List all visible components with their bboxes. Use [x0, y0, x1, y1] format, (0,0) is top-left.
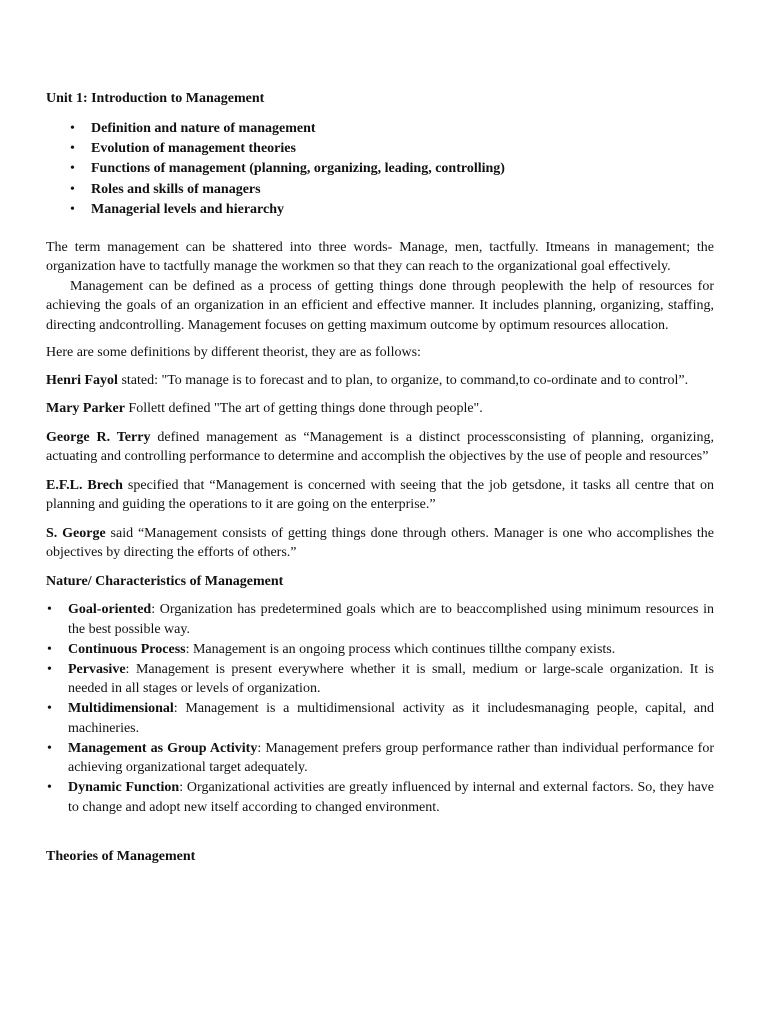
characteristic-term: Goal-oriented — [68, 602, 152, 618]
characteristic-term: Management as Group Activity — [68, 740, 258, 756]
definition-george — [46, 524, 714, 563]
theorist-name: Mary Parker — [46, 401, 125, 417]
characteristic-item — [68, 600, 714, 639]
definition-text: Follett defined "The art of getting things done through people". — [124, 401, 483, 417]
theorist-name: E.F.L. Brech — [46, 477, 123, 493]
definition-text: said “Management consists of getting things done through others. Manager is one who accomplishes the objectives by directing the efforts of others.” — [46, 525, 714, 561]
definition-text: defined management as “Management is a distinct processconsisting of planning, organizing, actuating and controlling performance to determine and accomplish the objectives by the use of people and resources” — [46, 429, 714, 465]
characteristic-item — [68, 660, 714, 699]
theorist-name: George R. Terry — [46, 429, 151, 445]
characteristic-text: : Management prefers group performance rather than individual performance for achieving organizational target adequately. — [68, 740, 714, 776]
definitions-intro: Here are some definitions by different theorist, they are as follows: — [46, 345, 421, 361]
nature-heading: Nature/ Characteristics of Management — [46, 573, 284, 589]
topic-list — [46, 119, 714, 221]
definition-fayol — [46, 371, 714, 391]
characteristic-text: : Management is a multidimensional activity as it includesmanaging people, capital, and machineries. — [68, 701, 714, 736]
unit-title: Unit 1: Introduction to Management — [46, 91, 265, 106]
topic-item: • Roles and skills of managers — [91, 180, 714, 200]
definition-follett — [46, 399, 714, 419]
theorist-name: Henri Fayol — [46, 372, 118, 388]
definition-text: specified that “Management is concerned with seeing that the job getsdone, it tasks all centre that on planning and guiding the operations to it are going on the enterprise.” — [46, 477, 714, 513]
theorist-name: S. George — [46, 525, 106, 541]
topic-item: • Definition and nature of management — [91, 119, 714, 139]
intro-paragraph-2: Management can be defined as a process of getting things done through peoplewith the help of resources for achieving the goals of an organization in an efficient and effective manner. It includes planning, organizing, staffing, directing andcontrolling. Management focuses on getting maximum outcome by optimum resources allocation. — [46, 278, 714, 333]
characteristic-text: : Organizational activities are greatly influenced by internal and external factors. So, they have to change and adopt new itself according to changed environment. — [68, 780, 714, 815]
definition-terry — [46, 428, 714, 467]
topic-item: • Evolution of management theories — [91, 139, 714, 159]
intro-paragraph-1: The term management can be shattered into three words- Manage, men, tactfully. Itmeans in management; the organization have to tactfully manage the workmen so that they can reach to the organizational goal effectively. — [46, 239, 714, 275]
characteristic-text: : Management is present everywhere whether it is small, medium or large-scale organization. It is needed in all stages or levels of organization. — [68, 661, 714, 697]
characteristic-item — [68, 739, 714, 778]
characteristic-term: Continuous Process — [68, 641, 186, 657]
characteristic-term: Dynamic Function — [68, 780, 180, 796]
definition-text: stated: "To manage is to forecast and to plan, to organize, to command,to co-ordinate and to control”. — [117, 372, 689, 388]
characteristic-text: : Organization has predetermined goals which are to beaccomplished using minimum resources in the best possible way. — [68, 602, 714, 637]
characteristic-text: : Management is an ongoing process which continues tillthe company exists. — [185, 641, 616, 657]
characteristic-item — [68, 778, 714, 817]
characteristics-list — [46, 600, 714, 817]
characteristic-item — [68, 640, 714, 660]
document-content — [46, 89, 714, 867]
characteristic-term: Pervasive — [68, 661, 126, 677]
characteristic-item — [68, 699, 714, 738]
theories-heading: Theories of Management — [46, 849, 196, 865]
topic-item: • Managerial levels and hierarchy — [91, 200, 714, 220]
definition-brech — [46, 476, 714, 515]
characteristic-term: Multidimensional — [68, 701, 174, 717]
topic-item: • Functions of management (planning, organizing, leading, controlling) — [91, 159, 714, 179]
